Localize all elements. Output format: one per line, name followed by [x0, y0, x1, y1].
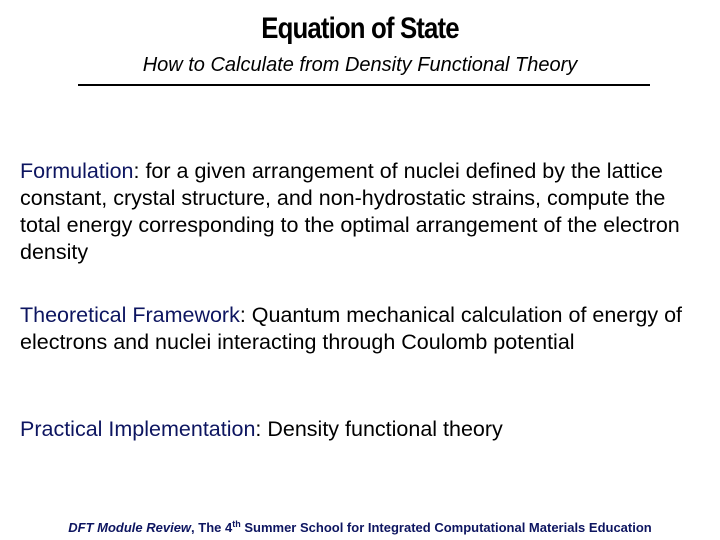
section-practical-implementation [20, 416, 690, 443]
footer-module-name: DFT Module Review [68, 520, 192, 535]
section-text: : Density functional theory [255, 417, 503, 441]
slide-title: Equation of State [261, 12, 459, 45]
section-text: : for a given arrangement of nuclei defined by the lattice constant, crystal structure, and non-hydrostatic strains, compute the total energy corresponding to the optimal arrangement of the electron density [20, 159, 680, 264]
section-label: Formulation [20, 159, 134, 183]
title-divider [78, 84, 650, 86]
section-label: Practical Implementation [20, 417, 256, 441]
slide-footer [0, 520, 720, 535]
section-theoretical-framework [20, 302, 690, 356]
footer-text-end: Summer School for Integrated Computational Materials Education [240, 520, 652, 535]
footer-text-mid: , The 4 [191, 520, 233, 535]
section-formulation [20, 158, 690, 266]
section-label: Theoretical Framework [20, 303, 240, 327]
slide-subtitle: How to Calculate from Density Functional Theory [142, 54, 578, 76]
footer-superscript: th [232, 519, 241, 529]
section-text: : Quantum mechanical calculation of energy of electrons and nuclei interacting through Coulomb potential [20, 303, 683, 354]
